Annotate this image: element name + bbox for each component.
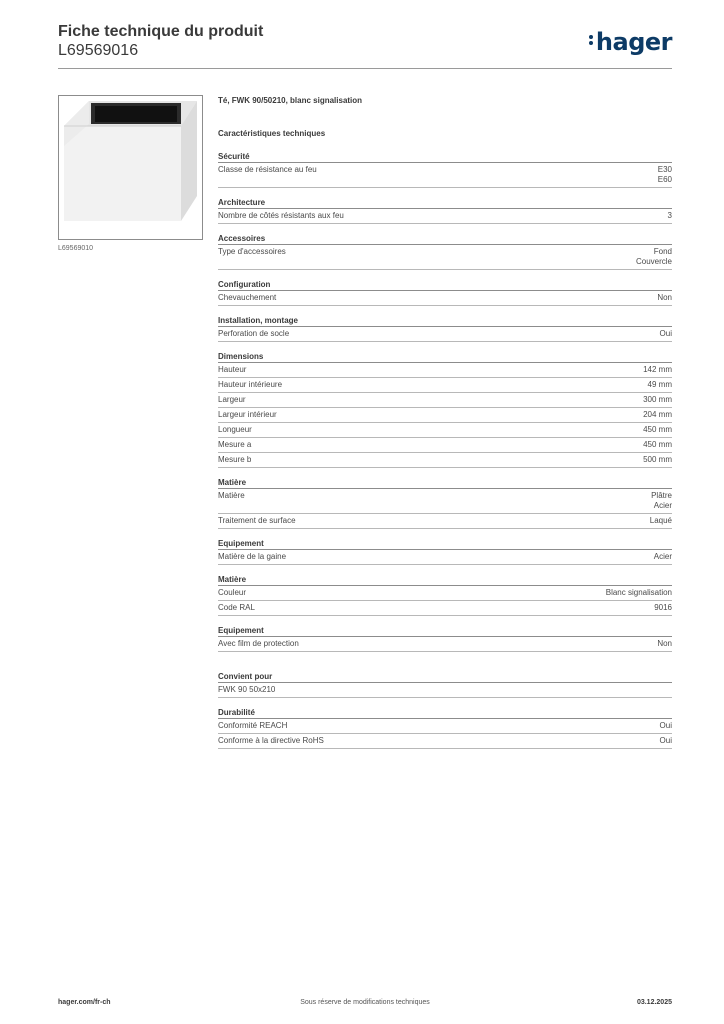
spec-label: FWK 90 50x210 bbox=[218, 685, 276, 694]
spec-label: Couleur bbox=[218, 588, 247, 597]
spec-row bbox=[218, 550, 672, 565]
spec-row bbox=[218, 586, 672, 601]
header-divider bbox=[58, 68, 672, 69]
section-title: Convient pour bbox=[218, 671, 672, 683]
spec-label: Nombre de côtés résistants aux feu bbox=[218, 211, 344, 220]
spec-value: 300 mm bbox=[643, 395, 672, 404]
spec-label: Mesure a bbox=[218, 440, 252, 449]
product-specs bbox=[218, 96, 672, 758]
spec-value: E30 E60 bbox=[657, 165, 672, 184]
spec-value: Fond Couvercle bbox=[635, 247, 672, 266]
page-header bbox=[58, 22, 672, 70]
spec-section bbox=[218, 151, 672, 188]
spec-value: Non bbox=[657, 639, 672, 648]
spec-row bbox=[218, 408, 672, 423]
section-title: Equipement bbox=[218, 625, 672, 637]
page-footer bbox=[58, 999, 672, 1011]
spec-label: Hauteur bbox=[218, 365, 247, 374]
document-title: Fiche technique du produit bbox=[58, 23, 264, 40]
spec-section bbox=[218, 477, 672, 529]
section-title: Matière bbox=[218, 574, 672, 586]
spec-value: 450 mm bbox=[643, 440, 672, 449]
spec-label: Hauteur intérieure bbox=[218, 380, 283, 389]
spec-value: Non bbox=[657, 293, 672, 302]
logo-dots-icon bbox=[589, 33, 594, 47]
spec-value: Acier bbox=[653, 552, 672, 561]
spec-row bbox=[218, 245, 672, 270]
section-title: Accessoires bbox=[218, 233, 672, 245]
spec-value: 49 mm bbox=[647, 380, 672, 389]
spec-section bbox=[218, 315, 672, 342]
section-title: Sécurité bbox=[218, 151, 672, 163]
spec-section bbox=[218, 574, 672, 616]
spec-row bbox=[218, 601, 672, 616]
spec-row bbox=[218, 514, 672, 529]
spec-row bbox=[218, 438, 672, 453]
spec-row bbox=[218, 489, 672, 514]
spec-value: Laqué bbox=[649, 516, 672, 525]
section-title: Matière bbox=[218, 477, 672, 489]
spec-value: 450 mm bbox=[643, 425, 672, 434]
spec-value: 142 mm bbox=[643, 365, 672, 374]
spec-row bbox=[218, 734, 672, 749]
section-title: Equipement bbox=[218, 538, 672, 550]
spec-section bbox=[218, 197, 672, 224]
spec-label: Conformité REACH bbox=[218, 721, 288, 730]
image-caption: L69569010 bbox=[58, 245, 94, 252]
spec-section bbox=[218, 671, 672, 698]
section-title: Architecture bbox=[218, 197, 672, 209]
spec-label: Classe de résistance au feu bbox=[218, 165, 317, 174]
spec-value: Oui bbox=[659, 721, 672, 730]
spec-row bbox=[218, 453, 672, 468]
spec-value: Blanc signalisation bbox=[605, 588, 672, 597]
spec-row bbox=[218, 719, 672, 734]
spec-section bbox=[218, 279, 672, 306]
spec-label: Largeur bbox=[218, 395, 246, 404]
spec-label: Traitement de surface bbox=[218, 516, 296, 525]
spec-row bbox=[218, 683, 672, 698]
spec-sections bbox=[218, 151, 672, 749]
spec-section bbox=[218, 707, 672, 749]
spec-row bbox=[218, 423, 672, 438]
spec-row bbox=[218, 291, 672, 306]
spec-label: Chevauchement bbox=[218, 293, 277, 302]
footer-website: hager.com/fr-ch bbox=[58, 999, 111, 1006]
product-name: Té, FWK 90/50210, blanc signalisation bbox=[218, 96, 363, 105]
spec-label: Type d'accessoires bbox=[218, 247, 286, 256]
spec-value: 9016 bbox=[654, 603, 672, 612]
spec-row bbox=[218, 378, 672, 393]
spec-label: Code RAL bbox=[218, 603, 255, 612]
section-title: Durabilité bbox=[218, 707, 672, 719]
spec-row bbox=[218, 637, 672, 652]
spec-label: Largeur intérieur bbox=[218, 410, 277, 419]
spec-row bbox=[218, 163, 672, 188]
spec-value: Plâtre Acier bbox=[651, 491, 672, 510]
spec-value: Oui bbox=[659, 736, 672, 745]
spec-value: Oui bbox=[659, 329, 672, 338]
footer-date: 03.12.2025 bbox=[636, 999, 672, 1006]
spec-label: Matière de la gaine bbox=[218, 552, 287, 561]
spec-section bbox=[218, 233, 672, 270]
spec-label: Matière bbox=[218, 491, 245, 500]
spec-row bbox=[218, 363, 672, 378]
spec-label: Conforme à la directive RoHS bbox=[218, 736, 324, 745]
spec-row bbox=[218, 393, 672, 408]
spec-value: 3 bbox=[667, 211, 672, 220]
spec-label: Longueur bbox=[218, 425, 252, 434]
hager-logo: hager bbox=[589, 28, 672, 56]
spec-row bbox=[218, 327, 672, 342]
spec-row bbox=[218, 209, 672, 224]
section-title: Configuration bbox=[218, 279, 672, 291]
cable-tee-product-icon bbox=[59, 96, 203, 240]
spec-label: Avec film de protection bbox=[218, 639, 299, 648]
spec-label: Perforation de socle bbox=[218, 329, 290, 338]
product-image bbox=[58, 95, 203, 240]
section-title: Installation, montage bbox=[218, 315, 672, 327]
spec-section bbox=[218, 351, 672, 468]
spec-value: 204 mm bbox=[643, 410, 672, 419]
spec-label: Mesure b bbox=[218, 455, 252, 464]
specs-title: Caractéristiques techniques bbox=[218, 129, 326, 138]
spec-section bbox=[218, 625, 672, 652]
spec-value: 500 mm bbox=[643, 455, 672, 464]
spec-section bbox=[218, 538, 672, 565]
product-reference: L69569016 bbox=[58, 42, 139, 59]
section-title: Dimensions bbox=[218, 351, 672, 363]
footer-notice: Sous réserve de modifications techniques bbox=[300, 999, 430, 1006]
